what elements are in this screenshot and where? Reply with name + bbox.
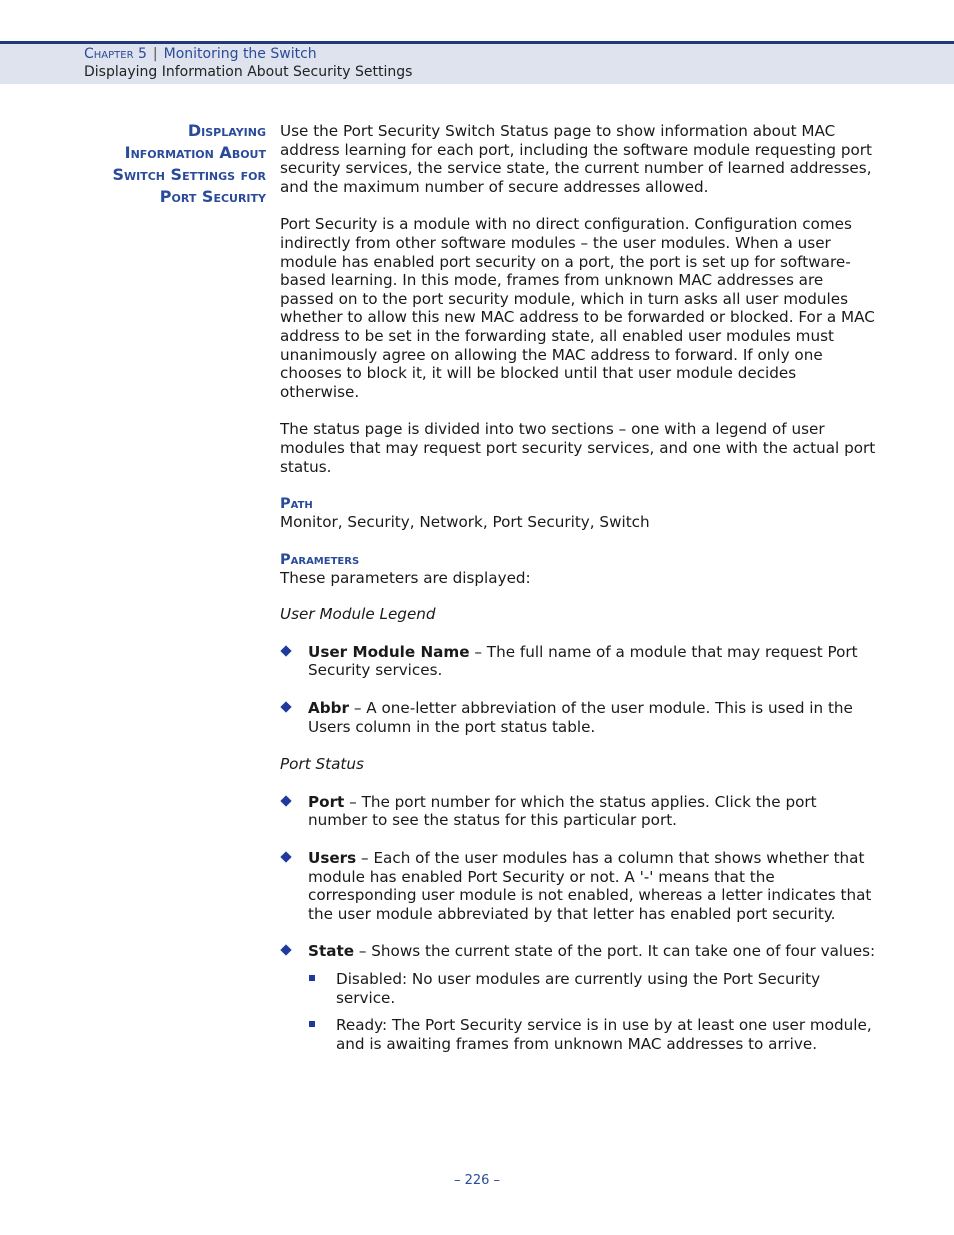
parameter-term: Port [308,792,345,811]
header-chapter-line [84,46,317,62]
parameter-term: State [308,942,355,961]
state-value-item [280,1016,876,1053]
diamond-bullet-icon [280,701,291,712]
section-heading-line: Switch Settings for [112,165,266,184]
section-heading-line: Information About [124,143,266,162]
parameters-intro: These parameters are displayed: [280,568,531,587]
parameter-term: Abbr [308,699,349,718]
diamond-bullet-icon [280,645,291,656]
path-text: Monitor, Security, Network, Port Security, Switch [280,513,650,532]
parameter-description: – The full name of a module that may request Port Security services. [308,642,858,680]
section-heading [40,120,266,208]
state-value-text: Ready: The Port Security service is in use by at least one user module, and is awaiting frames from unknown MAC addresses to arrive. [336,1016,872,1053]
parameter-description: – A one-letter abbreviation of the user module. This is used in the Users column in the port status table. [308,699,853,736]
port-status-label: Port Status [280,755,364,774]
diamond-bullet-icon [280,945,291,956]
user-module-legend-label: User Module Legend [280,605,436,624]
state-value-item [280,970,876,1007]
state-value-text: Disabled: No user modules are currently using the Port Security service. [336,970,821,1007]
parameters-heading: Parameters [280,551,360,568]
intro-paragraph: Port Security is a module with no direct configuration. Configuration comes indirectly from other software modules – the user modules. When a user module has enabled port security on a port, the port is set up for software-based learning. In this mode, frames from unknown MAC addresses are passed on to the port security module, which in turn asks all user modules whether to allow this new MAC address to be forwarded or blocked. For a MAC address to be set in the forwarding state, all enabled user modules must unanimously agree on allowing the MAC address to forward. If only one chooses to block it, it will be blocked until that user module decides otherwise. [280,215,875,401]
header-section: Displaying Information About Security Settings [84,64,413,80]
square-bullet-icon [309,1021,315,1027]
diamond-bullet-icon [280,795,291,806]
parameter-term: Users [308,849,357,868]
parameter-description: – Shows the current state of the port. It can take one of four values: [354,942,876,961]
parameter-description: – Each of the user modules has a column that shows whether that module has enabled Port Security or not. A '-' means that the corresponding user module is not enabled, whereas a letter indicates that the user module abbreviated by that letter has enabled port security. [308,849,872,923]
header-separator: | [152,46,158,62]
path-heading: Path [280,496,313,513]
parameter-description: – The port number for which the status applies. Click the port number to see the status for this particular port. [308,792,817,830]
list-item [280,793,876,830]
list-item [280,942,876,961]
intro-paragraph: The status page is divided into two sections – one with a legend of user modules that may request port security services, and one with the actual port status. [280,420,876,476]
chapter-title: Monitoring the Switch [163,46,317,62]
section-heading-line: Port Security [159,187,266,206]
list-item [280,849,876,923]
list-item [280,699,876,736]
page-number: – 226 – [453,1173,501,1188]
list-item [280,643,876,680]
main-content [280,122,876,1062]
diamond-bullet-icon [280,851,291,862]
section-heading-line: Displaying [187,121,266,140]
intro-paragraph: Use the Port Security Switch Status page to show information about MAC address learning for each port, including the software module requesting port security services, the service state, the current number of learned addresses, and the maximum number of secure addresses allowed. [280,122,872,196]
parameter-term: User Module Name [308,642,470,661]
running-header [0,41,954,84]
square-bullet-icon [309,975,315,981]
chapter-label: Chapter 5 [84,46,147,62]
